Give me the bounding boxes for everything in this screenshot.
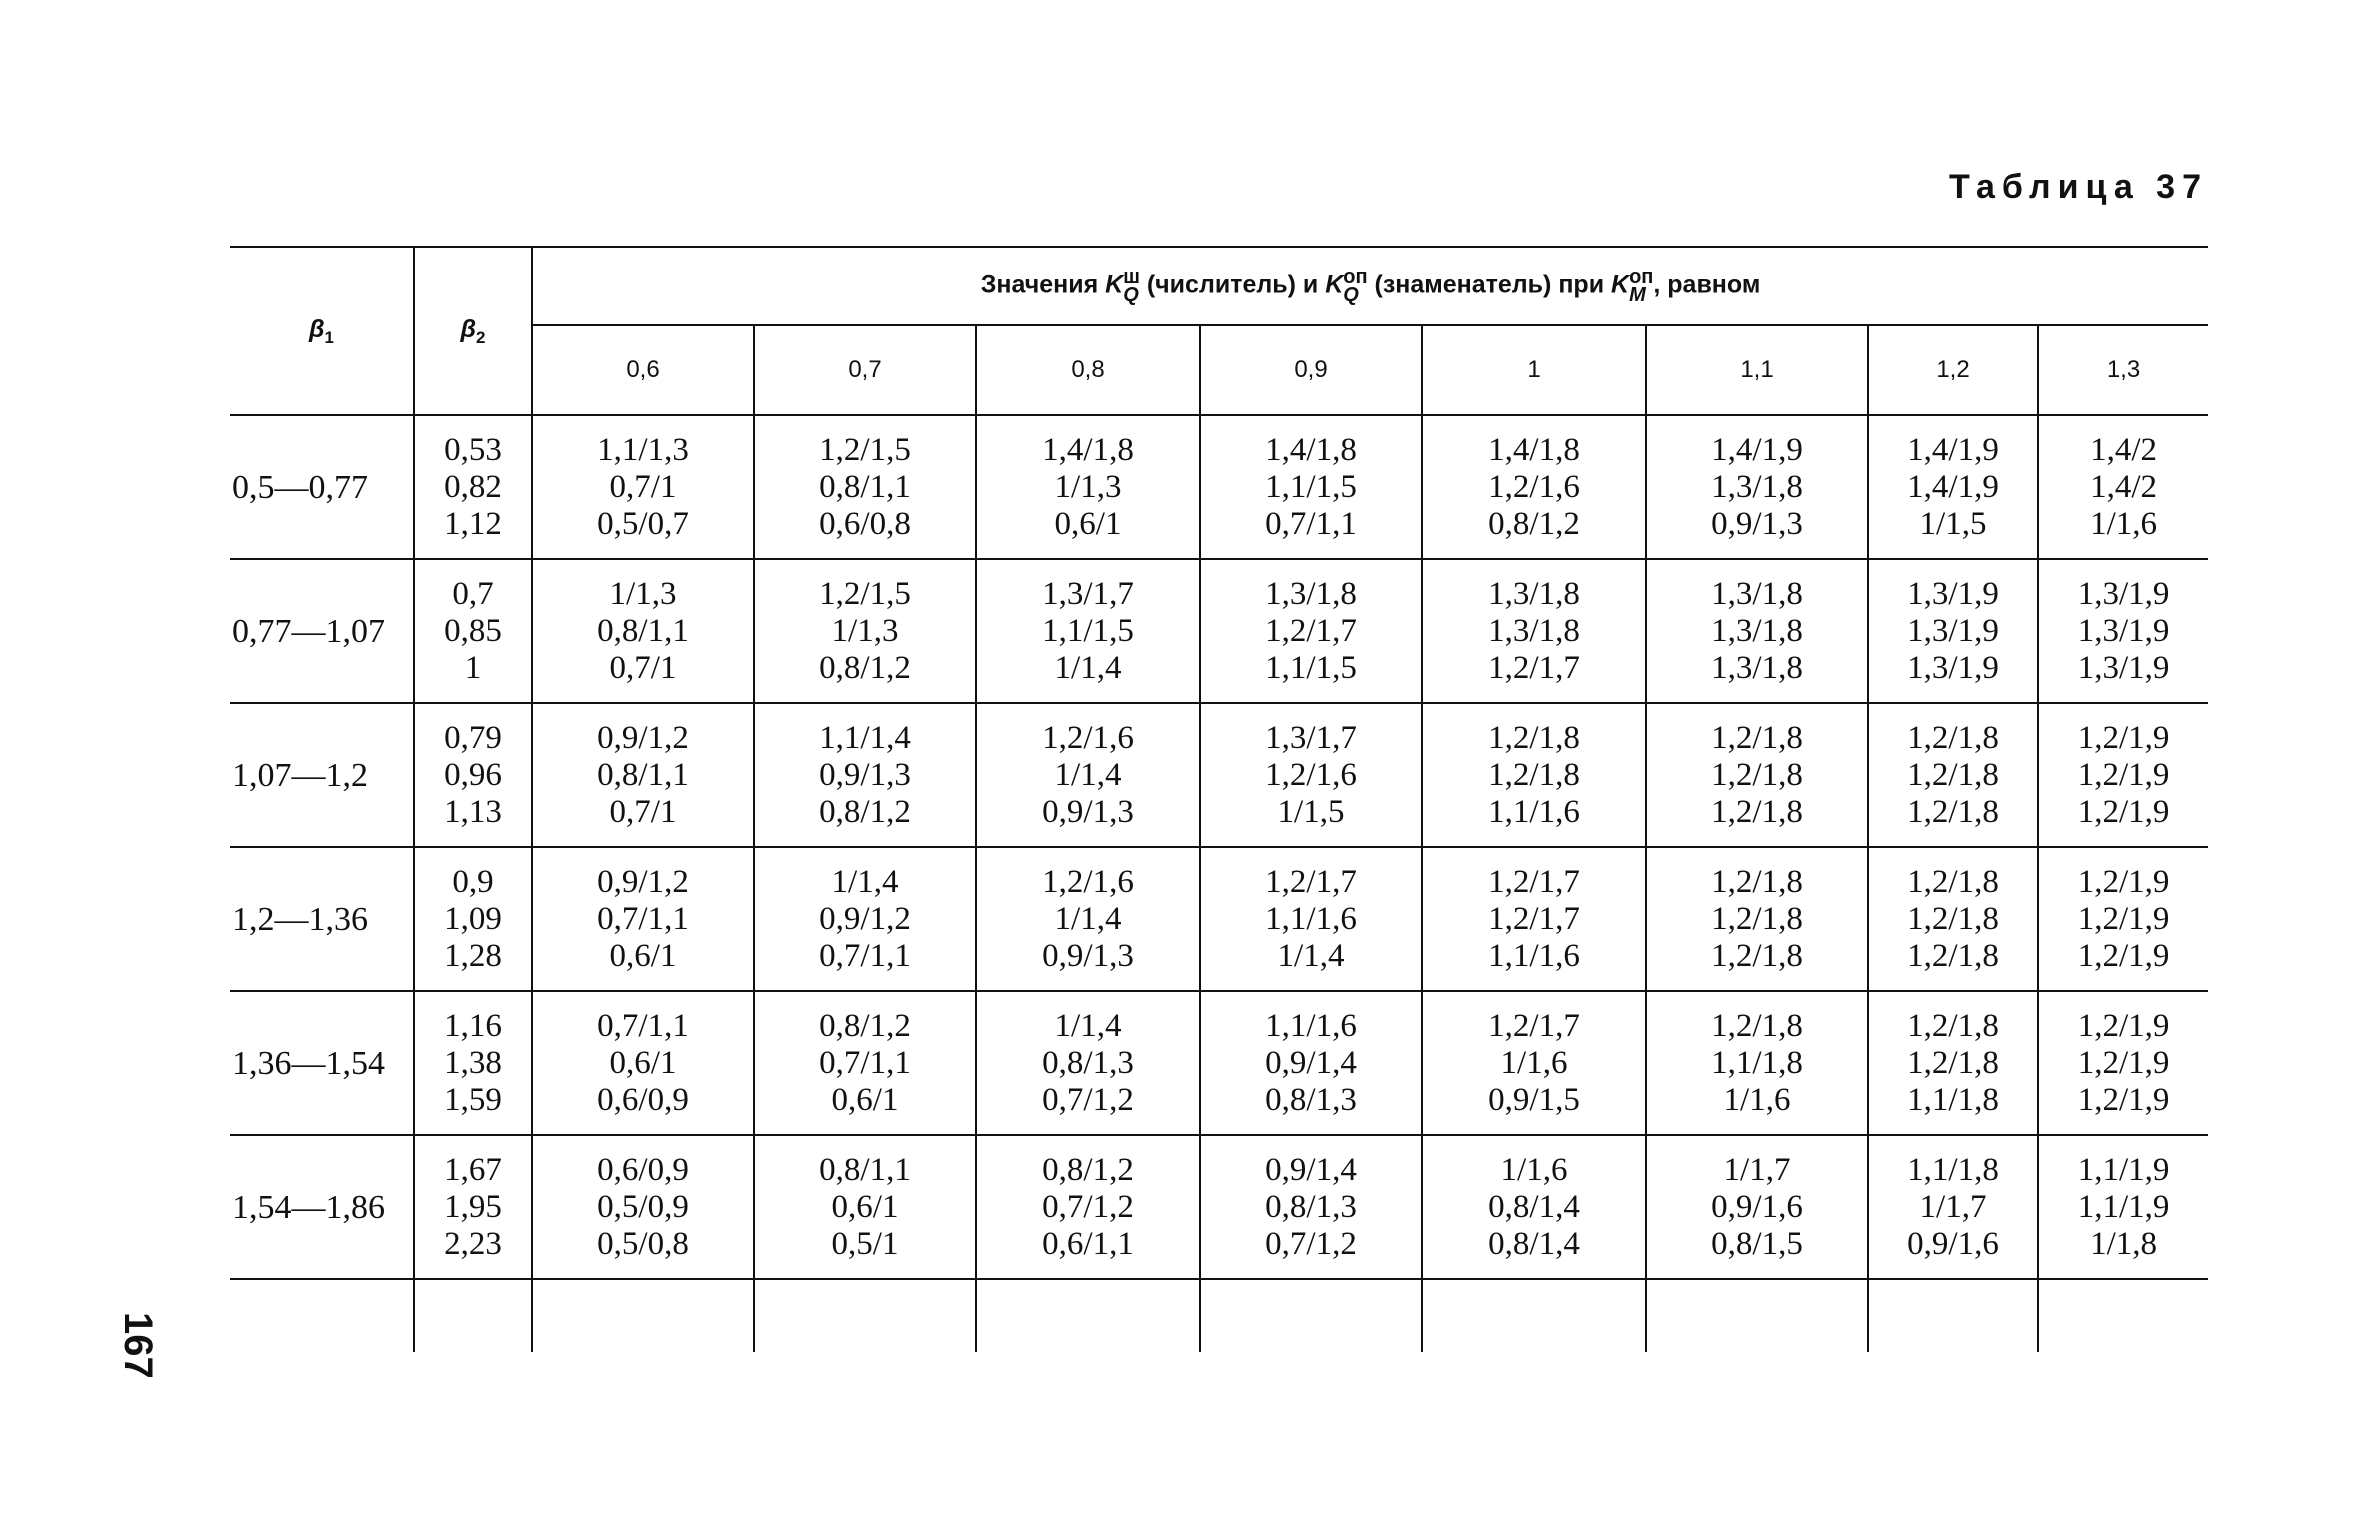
k-value: 0,8/1,2	[1488, 505, 1580, 542]
k-value: 1,3/1,8	[1711, 649, 1803, 686]
beta2-values-cell	[414, 991, 532, 1135]
k-value-cell	[754, 991, 976, 1135]
k-value: 1,1/1,3	[597, 431, 689, 468]
k-value: 1,4/2	[2090, 431, 2157, 468]
k-value: 1,1/1,8	[1907, 1081, 1999, 1118]
km-value-header: 0,8	[976, 325, 1200, 415]
k-value: 0,8/1,1	[819, 468, 911, 505]
k-value: 0,8/1,2	[819, 649, 911, 686]
km-value-header: 1	[1422, 325, 1646, 415]
beta2-value: 0,96	[444, 756, 502, 793]
k-value: 1,1/1,5	[1265, 649, 1357, 686]
k-value: 1,3/1,9	[2077, 649, 2170, 686]
k-value: 0,9/1,2	[597, 863, 689, 900]
k-value: 0,6/0,9	[597, 1081, 689, 1118]
k-value-cell	[1868, 847, 2038, 991]
k-value-cell	[1646, 1135, 1868, 1279]
k-value-cell	[1422, 559, 1646, 703]
beta2-values-cell	[414, 559, 532, 703]
k-value: 0,5/0,8	[597, 1225, 689, 1262]
k-value: 0,7/1,1	[1265, 505, 1357, 542]
k-value: 0,7/1,1	[597, 1007, 689, 1044]
k-value: 0,8/1,3	[1265, 1188, 1357, 1225]
k-value-cell	[976, 847, 1200, 991]
k-value: 1,1/1,9	[2077, 1188, 2170, 1225]
beta1-column-header: $\beta_1$	[230, 247, 414, 415]
k-value-cell	[1868, 559, 2038, 703]
beta2-value: 0,82	[444, 468, 502, 505]
k-value-cell	[1868, 991, 2038, 1135]
k-value: 1,3/1,7	[1042, 575, 1134, 612]
k-value: 1,2/1,6	[1042, 719, 1134, 756]
km-value-header: 0,7	[754, 325, 976, 415]
k-value: 0,8/1,3	[1042, 1044, 1134, 1081]
k-value-cell	[2038, 991, 2208, 1135]
k-value: 0,5/0,9	[597, 1188, 689, 1225]
k-value: 1,1/1,4	[819, 719, 911, 756]
k-value: 1,2/1,7	[1488, 1007, 1580, 1044]
km-value-header: 0,9	[1200, 325, 1422, 415]
k-value-cell	[1200, 415, 1422, 559]
k-value: 0,8/1,1	[819, 1151, 911, 1188]
k-value-cell	[1646, 991, 1868, 1135]
k-value-cell	[2038, 703, 2208, 847]
data-table	[230, 246, 2208, 1352]
k-value: 0,7/1,2	[1265, 1225, 1357, 1262]
k-value: 1/1,6	[1500, 1151, 1568, 1188]
k-value: 0,8/1,2	[1042, 1151, 1134, 1188]
k-value: 1,4/2	[2090, 468, 2157, 505]
table-row	[230, 991, 2208, 1135]
k-value: 1,4/1,8	[1042, 431, 1134, 468]
beta2-value: 1,09	[444, 900, 502, 937]
k-value-cell	[532, 559, 754, 703]
k-value: 1,1/1,5	[1265, 468, 1357, 505]
k-value: 1,2/1,8	[1907, 1007, 1999, 1044]
k-value-cell	[1646, 847, 1868, 991]
k-value: 1,2/1,9	[2077, 719, 2170, 756]
k-value: 1,2/1,9	[2077, 937, 2170, 974]
k-value-cell	[532, 991, 754, 1135]
beta2-value: 1,95	[444, 1188, 502, 1225]
k-value: 1,2/1,8	[1907, 863, 1999, 900]
k-value: 1,2/1,9	[2077, 900, 2170, 937]
empty-cell	[532, 1279, 754, 1352]
k-value: 1,2/1,8	[1711, 719, 1803, 756]
k-value: 1,2/1,9	[2077, 1081, 2170, 1118]
k-value: 0,9/1,4	[1265, 1151, 1357, 1188]
k-value: 1,2/1,7	[1488, 649, 1580, 686]
k-value: 0,8/1,3	[1265, 1081, 1357, 1118]
k-value: 1,4/1,9	[1907, 431, 1999, 468]
k-value: 0,8/1,4	[1488, 1188, 1580, 1225]
k-value: 0,7/1	[609, 649, 677, 686]
k-value-cell	[532, 1135, 754, 1279]
k-value: 1,2/1,8	[1907, 937, 1999, 974]
k-value-cell	[1422, 415, 1646, 559]
k-value: 0,7/1,2	[1042, 1188, 1134, 1225]
k-value: 1,3/1,9	[1907, 612, 1999, 649]
k-value: 1,2/1,6	[1042, 863, 1134, 900]
k-value-cell	[754, 1135, 976, 1279]
beta2-value: 0,85	[444, 612, 502, 649]
k-value-cell	[1422, 1135, 1646, 1279]
k-value: 1,2/1,8	[1711, 756, 1803, 793]
beta1-range-cell: 0,77—1,07	[230, 559, 414, 703]
k-value: 1,2/1,9	[2077, 756, 2170, 793]
k-value: 1,2/1,8	[1907, 793, 1999, 830]
k-value-cell	[754, 559, 976, 703]
k-value: 1,2/1,9	[2077, 793, 2170, 830]
k-value: 1/1,4	[1054, 756, 1122, 793]
beta2-value: 2,23	[444, 1225, 502, 1262]
k-value: 0,7/1	[609, 468, 677, 505]
k-value: 1,2/1,8	[1907, 900, 1999, 937]
k-value: 1,3/1,8	[1711, 575, 1803, 612]
k-value-cell	[532, 703, 754, 847]
k-value-cell	[1868, 703, 2038, 847]
km-value-header: 1,3	[2038, 325, 2208, 415]
table-row	[230, 703, 2208, 847]
k-value: 1,2/1,7	[1488, 863, 1580, 900]
k-value: 1,4/1,8	[1488, 431, 1580, 468]
empty-cell	[754, 1279, 976, 1352]
k-value-cell	[1422, 991, 1646, 1135]
k-value: 1,1/1,6	[1265, 900, 1357, 937]
k-value-cell	[1200, 703, 1422, 847]
table-tail	[230, 1279, 2208, 1352]
empty-cell	[1422, 1279, 1646, 1352]
k-value: 0,8/1,2	[819, 793, 911, 830]
table-row	[230, 1135, 2208, 1279]
k-value: 1/1,7	[1723, 1151, 1791, 1188]
k-value-cell	[754, 847, 976, 991]
k-value: 0,6/1,1	[1042, 1225, 1134, 1262]
beta1-range-cell: 1,2—1,36	[230, 847, 414, 991]
k-value: 1/1,3	[609, 575, 677, 612]
k-value: 1,2/1,8	[1711, 863, 1803, 900]
k-value-cell	[1422, 703, 1646, 847]
empty-cell	[1200, 1279, 1422, 1352]
k-value: 1,4/1,8	[1265, 431, 1357, 468]
k-value-cell	[1422, 847, 1646, 991]
k-value: 1,3/1,8	[1488, 575, 1580, 612]
beta2-values-cell	[414, 1135, 532, 1279]
empty-cell	[230, 1279, 414, 1352]
k-value: 0,9/1,3	[1042, 937, 1134, 974]
beta2-value: 1,59	[444, 1081, 502, 1118]
k-value: 1,2/1,8	[1488, 756, 1580, 793]
k-value: 0,6/1	[831, 1081, 899, 1118]
k-value: 1,1/1,6	[1265, 1007, 1357, 1044]
k-value: 1/1,6	[1500, 1044, 1568, 1081]
k-value: 1,2/1,8	[1907, 719, 1999, 756]
beta2-value: 1,28	[444, 937, 502, 974]
beta2-values-cell	[414, 703, 532, 847]
k-value-cell	[1646, 415, 1868, 559]
k-value: 1/1,6	[1723, 1081, 1791, 1118]
k-value-cell	[2038, 1135, 2208, 1279]
beta2-value: 0,79	[444, 719, 502, 756]
k-value: 1/1,4	[1277, 937, 1345, 974]
empty-cell	[976, 1279, 1200, 1352]
k-value: 1,2/1,8	[1907, 1044, 1999, 1081]
k-value: 1,2/1,8	[1711, 937, 1803, 974]
k-value: 1,1/1,8	[1711, 1044, 1803, 1081]
k-value-cell	[1200, 559, 1422, 703]
km-value-header: 1,2	[1868, 325, 2038, 415]
k-value-cell	[1200, 1135, 1422, 1279]
k-value: 0,7/1,1	[597, 900, 689, 937]
k-value: 1/1,5	[1277, 793, 1345, 830]
k-value: 1,4/1,9	[1711, 431, 1803, 468]
k-value-cell	[1646, 703, 1868, 847]
beta2-value: 0,7	[452, 575, 494, 612]
k-value: 0,8/1,2	[819, 1007, 911, 1044]
k-value: 1/1,3	[831, 612, 899, 649]
k-value: 0,9/1,4	[1265, 1044, 1357, 1081]
k-value: 1,2/1,6	[1265, 756, 1357, 793]
beta1-range-cell: 1,07—1,2	[230, 703, 414, 847]
k-value: 0,9/1,6	[1907, 1225, 1999, 1262]
k-value: 1,2/1,9	[2077, 1007, 2170, 1044]
table-row	[230, 847, 2208, 991]
k-value: 1,3/1,8	[1265, 575, 1357, 612]
k-value: 1,2/1,7	[1265, 863, 1357, 900]
k-value-cell	[532, 415, 754, 559]
empty-cell	[1868, 1279, 2038, 1352]
k-value: 0,8/1,5	[1711, 1225, 1803, 1262]
k-value-cell	[976, 415, 1200, 559]
k-value: 1,2/1,7	[1265, 612, 1357, 649]
beta1-range-cell: 1,54—1,86	[230, 1135, 414, 1279]
k-value: 1/1,8	[2090, 1225, 2157, 1262]
k-value: 0,8/1,1	[597, 612, 689, 649]
k-value: 0,9/1,3	[1042, 793, 1134, 830]
k-value: 1,1/1,5	[1042, 612, 1134, 649]
k-value: 0,6/1	[831, 1188, 899, 1225]
k-value: 1,4/1,9	[1907, 468, 1999, 505]
k-value: 0,9/1,3	[819, 756, 911, 793]
empty-cell	[1646, 1279, 1868, 1352]
k-value-cell	[976, 559, 1200, 703]
k-value: 0,5/0,7	[597, 505, 689, 542]
k-value: 1,1/1,8	[1907, 1151, 1999, 1188]
k-value: 1,3/1,8	[1711, 468, 1803, 505]
k-value: 0,6/1	[609, 1044, 677, 1081]
k-value: 1,2/1,9	[2077, 863, 2170, 900]
k-value: 0,9/1,5	[1488, 1081, 1580, 1118]
k-value: 0,9/1,2	[819, 900, 911, 937]
k-value: 0,7/1	[609, 793, 677, 830]
k-value-cell	[1868, 1135, 2038, 1279]
table-row	[230, 415, 2208, 559]
k-value: 1/1,4	[1054, 1007, 1122, 1044]
k-value: 1,3/1,7	[1265, 719, 1357, 756]
k-value-cell	[1200, 991, 1422, 1135]
beta2-value: 0,53	[444, 431, 502, 468]
k-value: 1,2/1,6	[1488, 468, 1580, 505]
k-value: 1,2/1,9	[2077, 1044, 2170, 1081]
k-value: 1,2/1,5	[819, 431, 911, 468]
k-value: 1,2/1,7	[1488, 900, 1580, 937]
beta1-range-cell: 0,5—0,77	[230, 415, 414, 559]
table-title: Таблица 37	[1949, 168, 2208, 206]
k-value: 1,2/1,8	[1711, 793, 1803, 830]
k-value: 1/1,3	[1054, 468, 1122, 505]
k-value: 1,3/1,9	[2077, 575, 2170, 612]
k-value: 0,6/1	[1054, 505, 1122, 542]
page-number: 167	[116, 1312, 160, 1379]
beta1-range-cell: 1,36—1,54	[230, 991, 414, 1135]
k-value: 0,8/1,4	[1488, 1225, 1580, 1262]
empty-cell	[414, 1279, 532, 1352]
k-value: 1/1,5	[1919, 505, 1987, 542]
k-value: 1,2/1,5	[819, 575, 911, 612]
k-value-cell	[976, 991, 1200, 1135]
beta2-values-cell	[414, 847, 532, 991]
k-value: 1,2/1,8	[1711, 1007, 1803, 1044]
table-row	[230, 559, 2208, 703]
k-value-cell	[976, 1135, 1200, 1279]
beta2-value: 1,12	[444, 505, 502, 542]
k-value-cell	[1868, 415, 2038, 559]
k-value: 1/1,4	[1054, 649, 1122, 686]
k-value: 1,2/1,8	[1488, 719, 1580, 756]
k-value-cell	[2038, 559, 2208, 703]
k-value-cell	[2038, 415, 2208, 559]
beta2-value: 1	[464, 649, 482, 686]
beta2-value: 1,13	[444, 793, 502, 830]
k-value: 1,2/1,8	[1907, 756, 1999, 793]
k-value: 0,6/0,9	[597, 1151, 689, 1188]
beta2-values-cell	[414, 415, 532, 559]
beta2-value: 1,16	[444, 1007, 502, 1044]
k-value-cell	[754, 703, 976, 847]
k-value: 0,7/1,1	[819, 937, 911, 974]
k-value-cell	[1200, 847, 1422, 991]
k-value: 1/1,6	[2090, 505, 2157, 542]
k-value: 1,1/1,6	[1488, 793, 1580, 830]
k-value: 0,9/1,3	[1711, 505, 1803, 542]
k-value: 1/1,4	[1054, 900, 1122, 937]
k-value-cell	[976, 703, 1200, 847]
table-body	[230, 415, 2208, 1352]
beta2-value: 0,9	[452, 863, 494, 900]
beta2-value: 1,38	[444, 1044, 502, 1081]
k-value: 1,3/1,9	[1907, 649, 1999, 686]
values-span-header: Значения K ш Q (числитель) и K оп Q (знаменатель) при K оп М , равном	[532, 247, 2208, 325]
k-value: 1,1/1,6	[1488, 937, 1580, 974]
k-value: 0,8/1,1	[597, 756, 689, 793]
k-value-cell	[1646, 559, 1868, 703]
k-value: 0,9/1,2	[597, 719, 689, 756]
k-value: 0,6/1	[609, 937, 677, 974]
k-value: 0,5/1	[831, 1225, 899, 1262]
km-value-header: 0,6	[532, 325, 754, 415]
km-value-header: 1,1	[1646, 325, 1868, 415]
k-value: 0,9/1,6	[1711, 1188, 1803, 1225]
k-value-cell	[532, 847, 754, 991]
k-value: 1/1,4	[831, 863, 899, 900]
k-value: 1,3/1,8	[1488, 612, 1580, 649]
beta2-column-header: $\beta_2$	[414, 247, 532, 415]
k-value: 1,3/1,9	[1907, 575, 1999, 612]
k-value: 1/1,7	[1919, 1188, 1987, 1225]
k-value: 1,3/1,8	[1711, 612, 1803, 649]
k-value: 1,2/1,8	[1711, 900, 1803, 937]
k-value: 0,7/1,1	[819, 1044, 911, 1081]
k-value: 1,1/1,9	[2077, 1151, 2170, 1188]
beta2-value: 1,67	[444, 1151, 502, 1188]
k-value-cell	[754, 415, 976, 559]
k-value: 1,3/1,9	[2077, 612, 2170, 649]
empty-cell	[2038, 1279, 2208, 1352]
k-value-cell	[2038, 847, 2208, 991]
k-value: 0,7/1,2	[1042, 1081, 1134, 1118]
k-value: 0,6/0,8	[819, 505, 911, 542]
